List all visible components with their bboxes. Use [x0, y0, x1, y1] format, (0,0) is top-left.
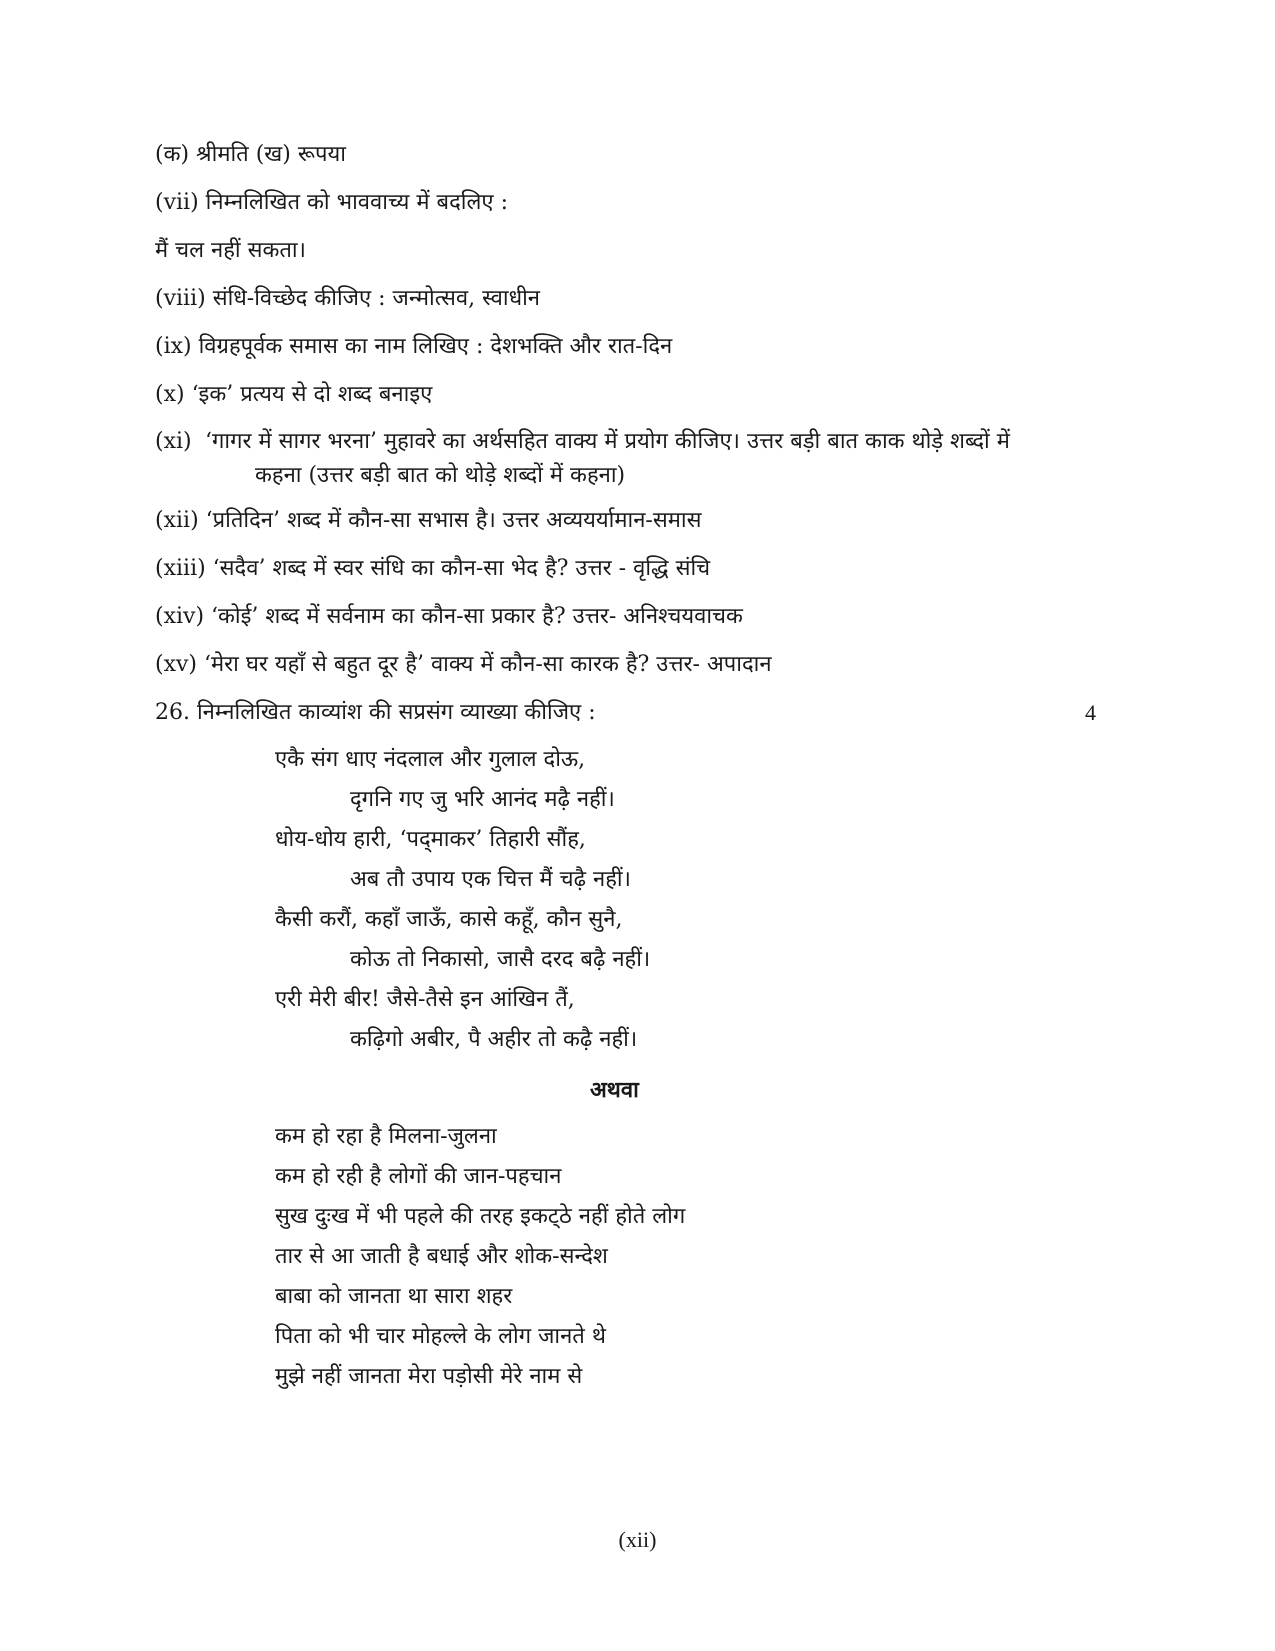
question-xi-continuation: कहना (उत्तर बड़ी बात को थोड़े शब्दों में कहना) [255, 463, 626, 488]
question-xi-number: (xi) [155, 429, 192, 454]
poem1-line-1: एकै संग धाए नंदलाल और गुलाल दोऊ, [275, 747, 586, 772]
question-26: 26. निम्नलिखित काव्यांश की सप्रसंग व्याख्या कीजिए : [155, 700, 596, 725]
question-viii: (viii) संधि-विच्छेद कीजिए : जन्मोत्सव, स्वाधीन [155, 286, 541, 311]
question-xi [155, 425, 1125, 493]
question-vii: (vii) निम्नलिखित को भाववाच्य में बदलिए : [155, 190, 508, 215]
poem1-line-4: अब तौ उपाय एक चित्त मैं चढ़ै नहीं। [350, 867, 631, 892]
question-xi-text: ‘गागर में सागर भरना’ मुहावरे का अर्थसहित वाक्य में प्रयोग कीजिए। उत्तर बड़ी बात काक थोड़े शब्दों में [205, 429, 1010, 454]
question-xiii: (xiii) ‘सदैव’ शब्द में स्वर संधि का कौन-सा भेद है? उत्तर - वृद्धि संचि [155, 556, 711, 581]
question-xii: (xii) ‘प्रतिदिन’ शब्द में कौन-सा सभास है। उत्तर अव्ययर्यामान-समास [155, 508, 702, 533]
question-ix: (ix) विग्रहपूर्वक समास का नाम लिखिए : देशभक्ति और रात-दिन [155, 334, 673, 359]
options-line: (क) श्रीमति (ख) रूपया [155, 142, 346, 167]
poem2-line-3: सुख दुःख में भी पहले की तरह इकट्‌ठे नहीं होते लोग [275, 1204, 686, 1229]
poem1-line-5: कैसी करौं, कहाँ जाऊँ, कासे कहूँ, कौन सुनै, [275, 907, 623, 932]
poem2-line-4: तार से आ जाती है बधाई और शोक-सन्देश [275, 1244, 608, 1269]
question-x: (x) ‘इक’ प्रत्यय से दो शब्द बनाइए [155, 382, 433, 407]
poem1-line-8: कढ़िगो अबीर, पै अहीर तो कढ़ै नहीं। [350, 1027, 638, 1052]
poem2-line-1: कम हो रहा है मिलना-जुलना [275, 1124, 497, 1149]
question-xv: (xv) ‘मेरा घर यहाँ से बहुत दूर है’ वाक्य में कौन-सा कारक है? उत्तर- अपादान [155, 652, 772, 677]
poem2-line-5: बाबा को जानता था सारा शहर [275, 1284, 513, 1309]
question-vii-sentence: मैं चल नहीं सकता। [155, 238, 306, 263]
poem2-line-6: पिता को भी चार मोहल्ले के लोग जानते थे [275, 1324, 606, 1349]
question-26-marks: 4 [1085, 700, 1096, 725]
or-heading: अथवा [590, 1077, 639, 1103]
poem1-line-2: दृगनि गए जु भरि आनंद मढ़ै नहीं। [350, 787, 615, 812]
poem1-line-6: कोऊ तो निकासो, जासै दरद बढ़ै नहीं। [350, 947, 651, 972]
poem1-line-3: धोय-धोय हारी, ‘पद्‌माकर’ तिहारी सौंह, [275, 827, 586, 852]
page-number: (xii) [618, 1527, 657, 1552]
poem2-line-2: कम हो रही है लोगों की जान-पहचान [275, 1164, 562, 1189]
question-xiv: (xiv) ‘कोई’ शब्द में सर्वनाम का कौन-सा प्रकार है? उत्तर- अनिश्चयवाचक [155, 604, 743, 629]
poem2-line-7: मुझे नहीं जानता मेरा पड़ोसी मेरे नाम से [275, 1364, 583, 1389]
poem1-line-7: एरी मेरी बीर! जैसे-तैसे इन आंखिन तैं, [275, 987, 575, 1012]
